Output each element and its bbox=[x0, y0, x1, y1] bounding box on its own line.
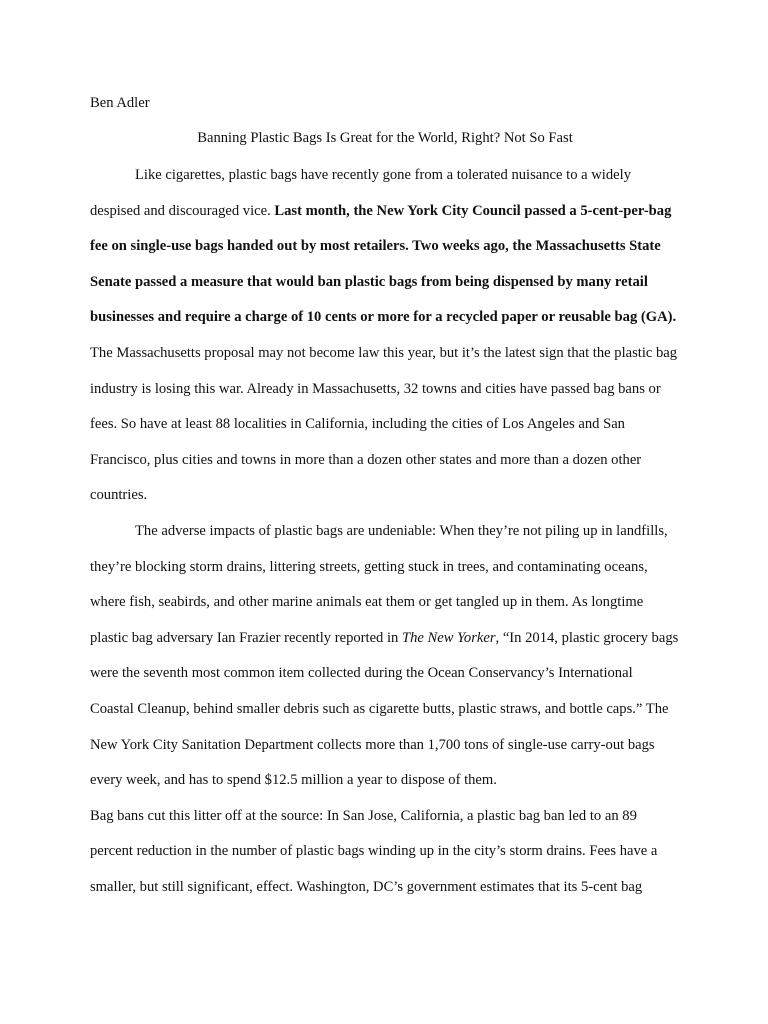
paragraph-1 bbox=[90, 158, 680, 514]
document-title: Banning Plastic Bags Is Great for the World, Right? Not So Fast bbox=[197, 130, 573, 146]
paragraph-2-run-1: The adverse impacts of plastic bags are undeniable: When they’re not piling up in landfills, they’re blocking storm drains, littering streets, getting stuck in trees, and contaminating oceans, where fish, seabirds, and other marine animals eat them or get tangled up in them. As longtime plastic bag adversary Ian Frazier recently reported in bbox=[90, 522, 668, 646]
paragraph-1-run-3: The Massachusetts proposal may not become law this year, but it’s the latest sign that the plastic bag industry is losing this war. Already in Massachusetts, 32 towns and cities have passed bag bans or fees. So have at least 88 localities in California, including the cities of Los Angeles and San Francisco, plus cities and towns in more than a dozen other states and more than a dozen other countries. bbox=[90, 344, 678, 504]
paragraph-3-run-1: Bag bans cut this litter off at the source: In San Jose, California, a plastic bag ban led to an 89 percent reduction in the number of plastic bags winding up in the city’s storm drains. Fees have a smaller, but still significant, effect. Washington, DC’s government estimates that its 5-cent bag bbox=[90, 807, 658, 895]
author-name: Ben Adler bbox=[90, 95, 150, 111]
paragraph-1-run-1: Like cigarettes, plastic bags have recently gone from a tolerated nuisance to a widely despised and discouraged vice. bbox=[90, 167, 631, 219]
paragraph-1-bold-run: Last month, the New York City Council passed a 5-cent-per-bag fee on single-use bags handed out by most retailers. Two weeks ago, the Massachusetts State Senate passed a measure that would ban plastic bags from being dispensed by many retail businesses and require a charge of 10 cents or more for a recycled paper or reusable bag (GA). bbox=[90, 202, 677, 326]
paragraph-2-italic-run: The New Yorker bbox=[402, 629, 496, 646]
paragraph-2 bbox=[90, 514, 680, 799]
paragraph-3 bbox=[90, 799, 680, 906]
paragraph-2-run-3: , “In 2014, plastic grocery bags were the seventh most common item collected during the Ocean Conservancy’s International Coastal Cleanup, behind smaller debris such as cigarette butts, plastic straws, and bottle caps.” The New York City Sanitation Department collects more than 1,700 tons of single-use carry-out bags every week, and has to spend $12.5 million a year to dispose of them. bbox=[90, 629, 679, 789]
document-body bbox=[90, 88, 680, 905]
